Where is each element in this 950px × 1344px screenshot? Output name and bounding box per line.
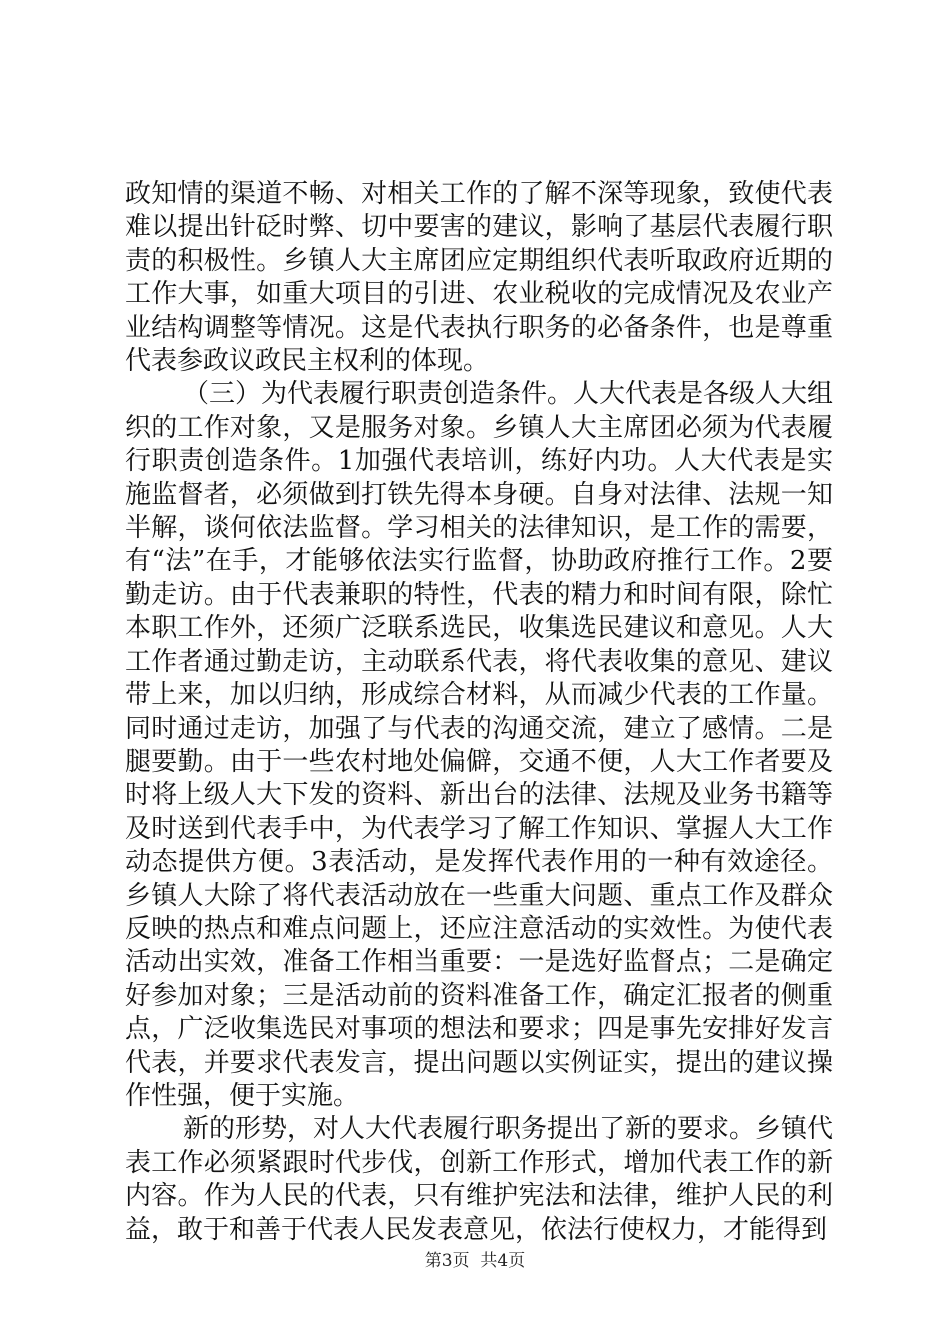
page-number-footer: 第3页 共4页	[424, 1251, 526, 1271]
document-body	[125, 178, 833, 1247]
paragraph-continuation: 政知情的渠道不畅、对相关工作的了解不深等现象，致使代表难以提出针砭时弊、切中要害的建议，影响了基层代表履行职责的积极性。乡镇人大主席团应定期组织代表听取政府近期的工作大事，如重大项目的引进、农业税收的完成情况及农业产业结构调整等情况。这是代表执行职务的必备条件，也是尊重代表参政议政民主权利的体现。	[125, 179, 833, 377]
paragraph-new-situation: 新的形势，对人大代表履行职务提出了新的要求。乡镇代表工作必须紧跟时代步伐，创新工作形式，增加代表工作的新内容。作为人民的代表，只有维护宪法和法律，维护人民的利益，敢于和善于代表人民发表意见，依法行使权力，才能得到	[125, 1114, 834, 1245]
paragraph-section-three: （三）为代表履行职责创造条件。人大代表是各级人大组织的工作对象，又是服务对象。乡镇人大主席团必须为代表履行职责创造条件。1加强代表培训，练好内功。人大代表是实施监督者，必须做到打铁先得本身硬。自身对法律、法规一知半解，谈何依法监督。学习相关的法律知识，是工作的需要，有“法”在手，才能够依法实行监督，协助政府推行工作。2要勤走访。由于代表兼职的特性，代表的精力和时间有限，除忙本职工作外，还须广泛联系选民，收集选民建议和意见。人大工作者通过勤走访，主动联系代表，将代表收集的意见、建议带上来，加以归纳，形成综合材料，从而减少代表的工作量。同时通过走访，加强了与代表的沟通交流，建立了感情。二是腿要勤。由于一些农村地处偏僻，交通不便，人大工作者要及时将上级人大下发的资料、新出台的法律、法规及业务书籍等及时送到代表手中，为代表学习了解工作知识、掌握人大工作动态提供方便。3表活动，是发挥代表作用的一种有效途径。乡镇人大除了将代表活动放在一些重大问题、重点工作及群众反映的热点和难点问题上，还应注意活动的实效性。为使代表活动出实效，准备工作相当重要：一是选好监督点；二是确定好参加对象；三是活动前的资料准备工作，确定汇报者的侧重点，广泛收集选民对事项的想法和要求；四是事先安排好发言代表，并要求代表发言，提出问题以实例证实，提出的建议操作性强，便于实施。	[125, 379, 834, 1111]
